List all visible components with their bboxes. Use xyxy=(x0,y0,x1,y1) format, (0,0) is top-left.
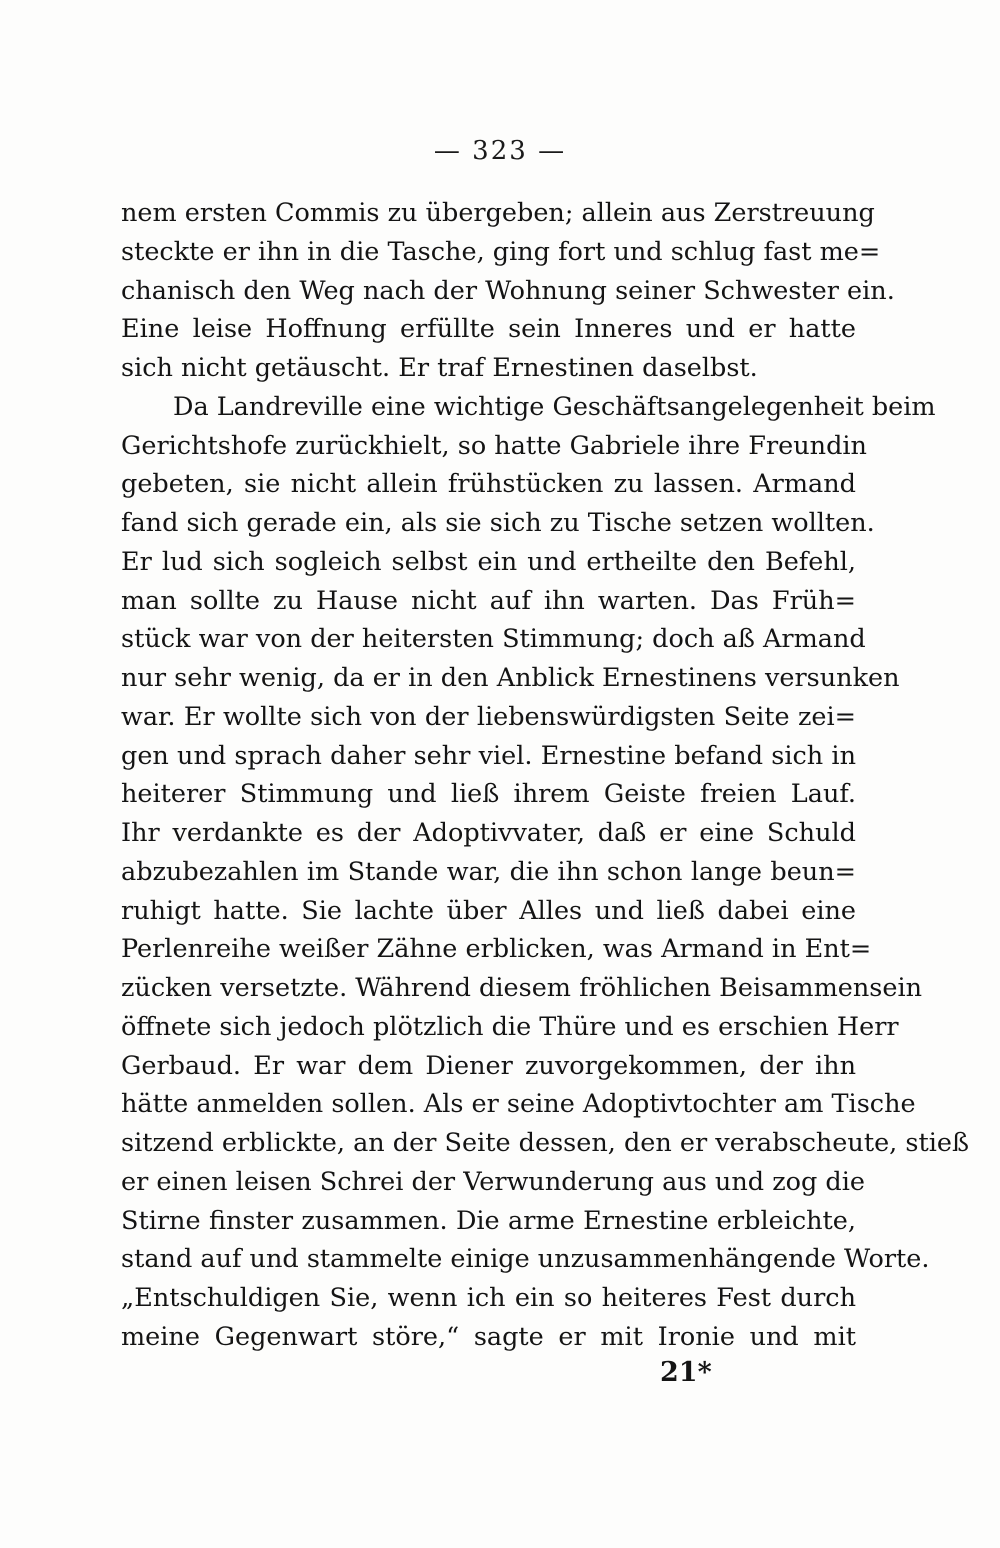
text-line: heiterer Stimmung und ließ ihrem Geiste freien Lauf. xyxy=(121,779,856,810)
text-line: Er lud sich sogleich selbst ein und ertheilte den Befehl, xyxy=(121,546,856,577)
text-line: chanisch den Weg nach der Wohnung seiner Schwester ein. xyxy=(121,275,895,306)
page-number-header: — 323 — xyxy=(433,136,567,166)
text-line: ruhigt hatte. Sie lachte über Alles und ließ dabei eine xyxy=(121,895,856,926)
text-line: stand auf und stammelte einige unzusammenhängende Worte. xyxy=(121,1244,930,1275)
text-line: Eine leise Hoffnung erfüllte sein Inneres und er hatte xyxy=(121,314,856,345)
text-line: Ihr verdankte es der Adoptivvater, daß er eine Schuld xyxy=(121,818,856,848)
text-line: stück war von der heitersten Stimmung; doch aß Armand xyxy=(121,624,866,655)
text-line: Stirne finster zusammen. Die arme Ernestine erbleichte, xyxy=(121,1205,856,1236)
text-line: man sollte zu Hause nicht auf ihn warten. Das Früh= xyxy=(121,585,856,616)
text-line: war. Er wollte sich von der liebenswürdigsten Seite zei= xyxy=(121,701,856,732)
text-line: Gerbaud. Er war dem Diener zuvorgekommen, der ihn xyxy=(121,1050,856,1081)
text-line: nem ersten Commis zu übergeben; allein aus Zerstreuung xyxy=(121,198,875,228)
text-line: Gerichtshofe zurückhielt, so hatte Gabriele ihre Freundin xyxy=(121,430,867,461)
text-line: steckte er ihn in die Tasche, ging fort und schlug fast me= xyxy=(121,236,881,267)
text-line: Da Landreville eine wichtige Geschäftsangelegenheit beim xyxy=(173,391,936,422)
text-line: zücken versetzte. Während diesem fröhlichen Beisammensein xyxy=(121,973,923,1003)
text-line: fand sich gerade ein, als sie sich zu Tische setzen wollten. xyxy=(121,508,875,538)
signature-mark: 21* xyxy=(660,1357,712,1388)
text-line: Perlenreihe weißer Zähne erblicken, was Armand in Ent= xyxy=(121,934,872,965)
text-line: „Entschuldigen Sie, wenn ich ein so heiteres Fest durch xyxy=(121,1283,856,1313)
text-line: gen und sprach daher sehr viel. Ernestine befand sich in xyxy=(121,740,856,771)
text-line: öffnete sich jedoch plötzlich die Thüre und es erschien Herr xyxy=(121,1011,899,1042)
text-line: meine Gegenwart störe,“ sagte er mit Ironie und mit xyxy=(121,1321,856,1352)
text-line: hätte anmelden sollen. Als er seine Adoptivtochter am Tische xyxy=(121,1089,916,1120)
text-line: sich nicht getäuscht. Er traf Ernestinen daselbst. xyxy=(121,353,758,383)
text-line: nur sehr wenig, da er in den Anblick Ernestinens versunken xyxy=(121,663,900,693)
text-line: abzubezahlen im Stande war, die ihn schon lange beun= xyxy=(121,856,856,887)
body-text xyxy=(121,194,969,1357)
text-line: er einen leisen Schrei der Verwunderung aus und zog die xyxy=(121,1166,865,1197)
text-line: gebeten, sie nicht allein frühstücken zu lassen. Armand xyxy=(121,469,856,500)
text-line: sitzend erblickte, an der Seite dessen, den er verabscheute, stieß xyxy=(121,1128,969,1158)
